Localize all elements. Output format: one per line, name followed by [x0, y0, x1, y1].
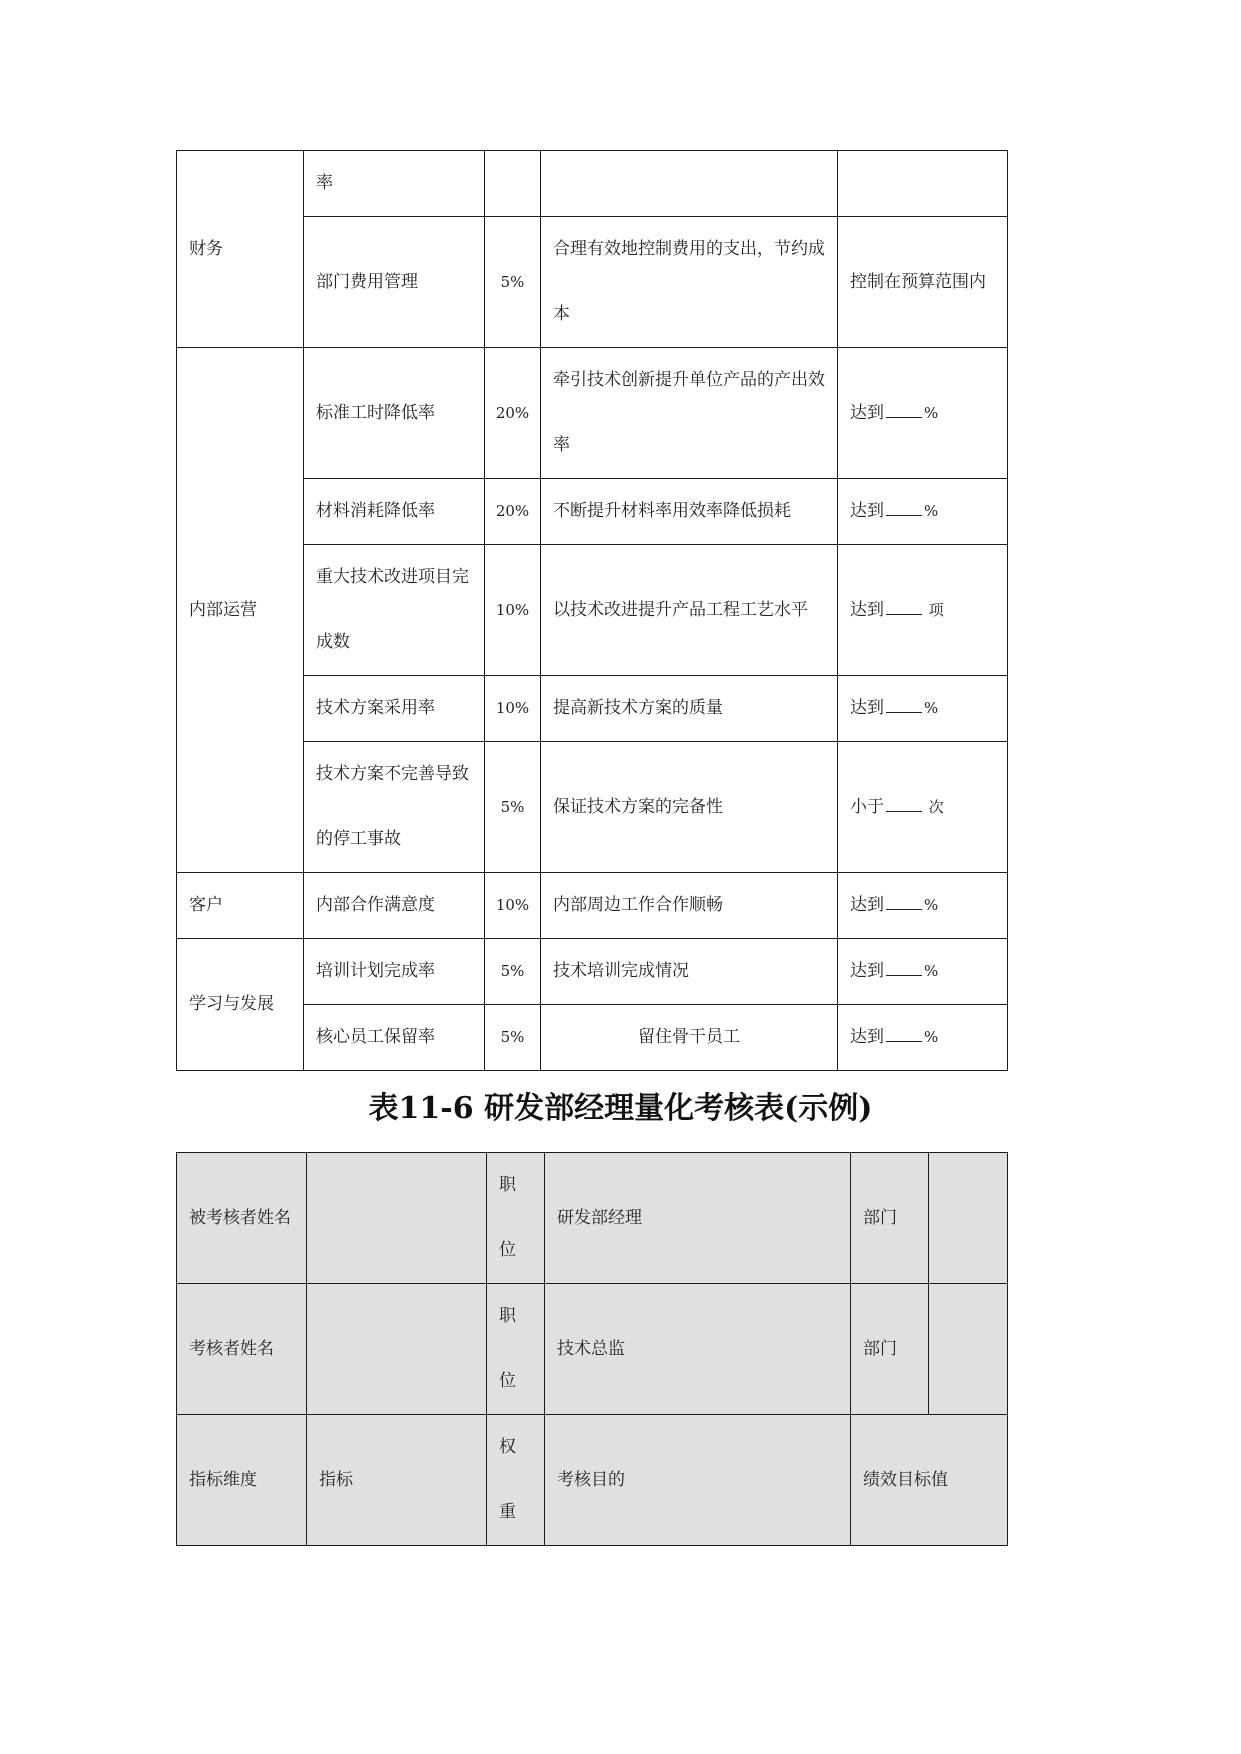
purpose-cell: 牵引技术创新提升单位产品的产出效率: [541, 348, 838, 479]
target-prefix: 达到: [850, 895, 884, 915]
weight-cell: 5%: [485, 742, 541, 873]
fill-in-blank: [886, 397, 922, 418]
target-prefix: 达到: [850, 402, 884, 423]
column-header-row: [177, 1415, 1008, 1546]
assessment-header-table: [176, 1152, 1008, 1546]
target-cell: [838, 479, 1008, 545]
header-target: 绩效目标值: [851, 1415, 1008, 1546]
header-weight: 权重: [487, 1415, 545, 1546]
kpi-table-body: [177, 151, 1008, 1071]
target-cell: [838, 873, 1008, 939]
target-suffix: %: [924, 1028, 939, 1046]
header-purpose: 考核目的: [545, 1415, 851, 1546]
assessee-position-label: 职位: [487, 1153, 545, 1284]
header-dimension: 指标维度: [177, 1415, 307, 1546]
target-prefix: 小于: [850, 796, 884, 817]
fill-in-blank: [886, 955, 922, 976]
kpi-row: [177, 348, 1008, 479]
indicator-cell: 培训计划完成率: [304, 939, 485, 1005]
dimension-cell: 客户: [177, 873, 304, 939]
fill-in-blank: [886, 692, 922, 713]
weight-cell: 10%: [485, 676, 541, 742]
target-cell: [838, 217, 1008, 348]
target-suffix: %: [924, 403, 939, 422]
dimension-cell: 财务: [177, 151, 304, 348]
header-indicator: 指标: [307, 1415, 487, 1546]
purpose-cell: 合理有效地控制费用的支出，节约成本: [541, 217, 838, 348]
target-cell: [838, 151, 1008, 217]
target-prefix: 达到: [850, 599, 884, 620]
kpi-table-continued: [176, 150, 1008, 1071]
weight-cell: 5%: [485, 1005, 541, 1071]
assessee-name-value: [307, 1153, 487, 1284]
target-prefix: 达到: [850, 698, 884, 718]
weight-cell: 20%: [485, 479, 541, 545]
target-cell: [838, 676, 1008, 742]
indicator-cell: 技术方案不完善导致的停工事故: [304, 742, 485, 873]
fill-in-blank: [886, 791, 922, 812]
weight-cell: 10%: [485, 873, 541, 939]
dimension-cell: 学习与发展: [177, 939, 304, 1071]
fill-in-blank: [886, 495, 922, 516]
assessee-dept-value: [929, 1153, 1008, 1284]
purpose-cell: 以技术改进提升产品工程工艺水平: [541, 545, 838, 676]
kpi-row: [177, 873, 1008, 939]
assessor-position-value: 技术总监: [545, 1284, 851, 1415]
target-prefix: 达到: [850, 961, 884, 981]
assessor-dept-value: [929, 1284, 1008, 1415]
assessor-dept-label: 部门: [851, 1284, 929, 1415]
assessee-position-value: 研发部经理: [545, 1153, 851, 1284]
weight-cell: [485, 151, 541, 217]
indicator-cell: 标准工时降低率: [304, 348, 485, 479]
kpi-row: [177, 151, 1008, 217]
target-cell: [838, 742, 1008, 873]
purpose-cell: 提高新技术方案的质量: [541, 676, 838, 742]
target-cell: [838, 939, 1008, 1005]
purpose-cell: 技术培训完成情况: [541, 939, 838, 1005]
purpose-cell: 保证技术方案的完备性: [541, 742, 838, 873]
target-suffix: %: [924, 699, 939, 717]
target-suffix: %: [924, 896, 939, 914]
indicator-cell: 技术方案采用率: [304, 676, 485, 742]
purpose-cell: 留住骨干员工: [541, 1005, 838, 1071]
assessee-row: [177, 1153, 1008, 1284]
purpose-cell: 不断提升材料率用效率降低损耗: [541, 479, 838, 545]
kpi-row: [177, 939, 1008, 1005]
target-cell: [838, 348, 1008, 479]
assessee-dept-label: 部门: [851, 1153, 929, 1284]
indicator-cell: 核心员工保留率: [304, 1005, 485, 1071]
target-prefix: 达到: [850, 501, 884, 521]
assessee-name-label: 被考核者姓名: [177, 1153, 307, 1284]
target-suffix: %: [924, 962, 939, 980]
assessor-name-label: 考核者姓名: [177, 1284, 307, 1415]
target-suffix: 次: [924, 797, 944, 816]
target-suffix: %: [924, 502, 939, 520]
target-suffix: 项: [924, 600, 944, 619]
weight-cell: 5%: [485, 217, 541, 348]
indicator-cell: 部门费用管理: [304, 217, 485, 348]
assessor-row: [177, 1284, 1008, 1415]
dimension-cell: 内部运营: [177, 348, 304, 873]
fill-in-blank: [886, 1021, 922, 1042]
weight-cell: 20%: [485, 348, 541, 479]
weight-cell: 10%: [485, 545, 541, 676]
target-cell: [838, 1005, 1008, 1071]
purpose-cell: [541, 151, 838, 217]
indicator-cell: 重大技术改进项目完成数: [304, 545, 485, 676]
indicator-cell: 内部合作满意度: [304, 873, 485, 939]
fill-in-blank: [886, 594, 922, 615]
weight-cell: 5%: [485, 939, 541, 1005]
target-cell: [838, 545, 1008, 676]
target-prefix: 控制在预算范围内: [850, 271, 986, 292]
assessor-name-value: [307, 1284, 487, 1415]
fill-in-blank: [886, 889, 922, 910]
indicator-cell: 率: [304, 151, 485, 217]
assessor-position-label: 职位: [487, 1284, 545, 1415]
indicator-cell: 材料消耗降低率: [304, 479, 485, 545]
target-prefix: 达到: [850, 1027, 884, 1047]
purpose-cell: 内部周边工作合作顺畅: [541, 873, 838, 939]
table-title: 表11-6 研发部经理量化考核表(示例): [368, 1091, 873, 1126]
